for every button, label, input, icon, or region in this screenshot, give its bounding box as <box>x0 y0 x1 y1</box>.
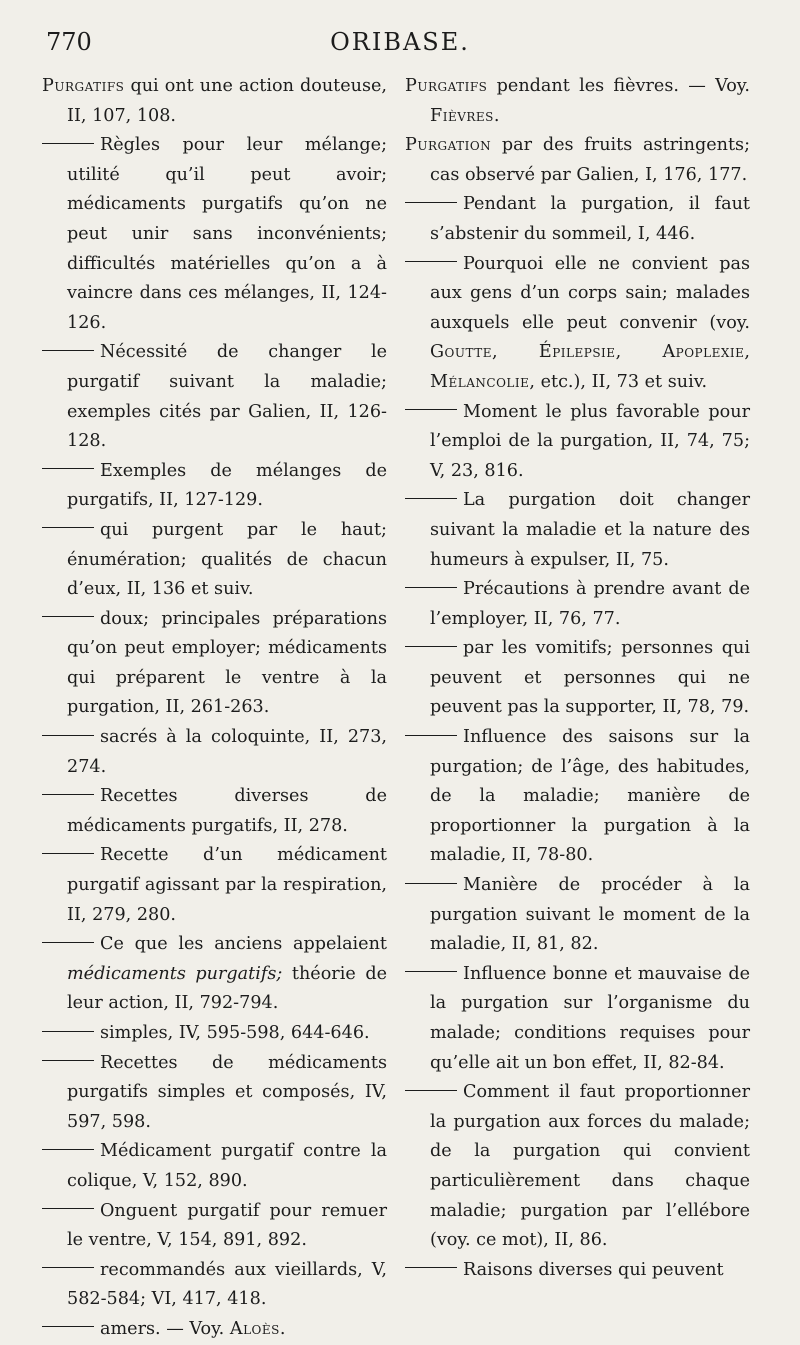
index-subentry <box>42 1315 387 1345</box>
em-dash-rule <box>42 616 94 617</box>
entry-text: sacrés à la coloquinte, II, 273, 274. <box>67 727 387 777</box>
index-subentry <box>42 457 387 516</box>
em-dash-rule <box>42 143 94 144</box>
em-dash-rule <box>42 942 94 943</box>
cross-reference: Fièvres <box>430 105 494 126</box>
index-subentry <box>405 190 750 249</box>
entry-text: Pourquoi elle ne convient pas aux gens d’un corps sain; malades auxquels elle peut convenir (voy. <box>430 253 750 333</box>
cross-reference: Aloès <box>229 1318 280 1339</box>
entry-text: par les vomitifs; personnes qui peuvent et personnes qui ne peuvent pas la supporter, II, 78, 79. <box>430 638 750 718</box>
cross-reference: Goutte <box>430 342 492 363</box>
entry-text: recommandés aux vieillards, V, 582-584; VI, 417, 418. <box>67 1259 387 1310</box>
index-subentry <box>42 782 387 841</box>
entry-text: . <box>279 1318 286 1339</box>
entry-text: Recette d’un médicament purgatif agissant par la respiration, II, 279, 280. <box>67 845 387 925</box>
index-subentry <box>405 1256 750 1286</box>
index-subentry <box>405 486 750 575</box>
entry-term: Purgation <box>405 135 492 156</box>
em-dash-rule <box>405 498 457 499</box>
index-subentry <box>42 1137 387 1196</box>
em-dash-rule <box>42 1031 94 1032</box>
entry-text: Influence bonne et mauvaise de la purgation sur l’organisme du malade; conditions requises pour qu’elle ait un bon effet, II, 82-84. <box>430 963 750 1073</box>
separator: , <box>744 342 750 363</box>
entry-text: simples, IV, 595-598, 644-646. <box>100 1023 370 1043</box>
italic-term: médicaments purgatifs; <box>67 963 283 984</box>
index-entry-heading <box>42 72 387 131</box>
em-dash-rule <box>42 1267 94 1268</box>
index-subentry <box>405 575 750 634</box>
entry-text: doux; principales préparations qu’on peut employer; médicaments qui préparent le ventre à la purgation, II, 261-263. <box>67 608 387 718</box>
index-subentry <box>42 1256 387 1315</box>
index-subentry <box>42 1197 387 1256</box>
entry-text: Exemples de mélanges de purgatifs, II, 127-129. <box>67 460 387 511</box>
separator: , <box>492 342 539 363</box>
index-subentry <box>42 930 387 1019</box>
em-dash-rule <box>42 468 94 469</box>
entry-text: qui ont une action douteuse, II, 107, 108. <box>67 76 387 126</box>
index-subentry <box>405 871 750 960</box>
cross-reference: Apoplexie <box>662 342 745 363</box>
em-dash-rule <box>42 1149 94 1150</box>
entry-text: Pendant la purgation, il faut s’abstenir du sommeil, I, 446. <box>430 194 750 244</box>
entry-text: Raisons diverses qui peuvent <box>463 1259 724 1280</box>
em-dash-rule <box>405 971 457 972</box>
entry-text: par des fruits astringents; cas observé par Galien, I, 176, 177. <box>430 135 750 185</box>
entry-text: Recettes de médicaments purgatifs simples et composés, IV, 597, 598. <box>67 1052 387 1132</box>
index-subentry <box>405 960 750 1078</box>
index-entry-heading <box>405 131 750 190</box>
page-number: 770 <box>46 28 92 56</box>
index-subentry <box>405 634 750 723</box>
index-subentry <box>405 1078 750 1256</box>
em-dash-rule <box>405 1267 457 1268</box>
entry-text: Manière de procéder à la purgation suivant le moment de la maladie, II, 81, 82. <box>430 875 750 955</box>
em-dash-rule <box>405 202 457 203</box>
entry-term: Purgatifs <box>405 76 488 96</box>
entry-text: théorie de leur action, II, 792-794. <box>67 963 387 1014</box>
cross-reference: Épilepsie <box>538 342 616 363</box>
em-dash-rule <box>42 527 94 528</box>
entry-text: qui purgent par le haut; énumération; qualités de chacun d’eux, II, 136 et suiv. <box>67 519 387 600</box>
em-dash-rule <box>405 646 457 647</box>
entry-text: Nécessité de changer le purgatif suivant la maladie; exemples cités par Galien, II, 126-128. <box>67 342 387 452</box>
em-dash-rule <box>42 1326 94 1327</box>
cross-reference: Mélancolie <box>430 371 530 392</box>
entry-text: Influence des saisons sur la purgation; de l’âge, des habitudes, de la maladie; manière de proportionner la purgation à la maladie, II, 78-80. <box>430 727 750 866</box>
index-subentry <box>42 841 387 930</box>
em-dash-rule <box>42 735 94 736</box>
entry-text: Ce que les anciens appelaient <box>100 934 387 955</box>
index-subentry <box>405 398 750 487</box>
index-subentry <box>405 723 750 871</box>
index-column-right <box>405 72 750 1285</box>
entry-text: Onguent purgatif pour remuer le ventre, V, 154, 891, 892. <box>67 1200 387 1251</box>
index-subentry <box>42 723 387 782</box>
em-dash-rule <box>405 883 457 884</box>
index-column-left <box>42 72 387 1345</box>
em-dash-rule <box>42 853 94 854</box>
index-subentry <box>405 250 750 398</box>
em-dash-rule <box>42 794 94 795</box>
entry-text: Médicament purgatif contre la colique, V, 152, 890. <box>67 1141 387 1191</box>
em-dash-rule <box>42 350 94 351</box>
em-dash-rule <box>42 1208 94 1209</box>
entry-text: . <box>493 105 500 126</box>
index-subentry <box>42 131 387 338</box>
entry-text: Recettes diverses de médicaments purgatifs, II, 278. <box>67 786 387 836</box>
em-dash-rule <box>405 735 457 736</box>
em-dash-rule <box>405 409 457 410</box>
em-dash-rule <box>405 587 457 588</box>
entry-text: Précautions à prendre avant de l’employer, II, 76, 77. <box>430 579 750 629</box>
entry-text: Comment il faut proportionner la purgation aux forces du malade; de la purgation qui convient particulièrement dans chaque maladie; purgation par l’ellébore (voy. ce mot), II, 86. <box>430 1082 750 1251</box>
entry-text: La purgation doit changer suivant la maladie et la nature des humeurs à expulser, II, 75. <box>430 490 750 570</box>
index-entry-heading <box>405 72 750 131</box>
index-subentry <box>42 338 387 456</box>
em-dash-rule <box>405 261 457 262</box>
index-subentry <box>42 1049 387 1138</box>
separator: , <box>615 342 663 363</box>
index-subentry <box>42 516 387 605</box>
em-dash-rule <box>405 1090 457 1091</box>
entry-text: Moment le plus favorable pour l’emploi de la purgation, II, 74, 75; V, 23, 816. <box>430 401 750 481</box>
index-subentry <box>42 1019 387 1049</box>
entry-text: , etc.), II, 73 et suiv. <box>529 371 708 392</box>
index-subentry <box>42 605 387 723</box>
running-head: ORIBASE. <box>330 28 470 56</box>
entry-text: Règles pour leur mélange; utilité qu’il peut avoir; médicaments purgatifs qu’on ne peut unir sans inconvénients; difficultés matérielles qu’on a à vaincre dans ces mélanges, II, 124-126. <box>67 135 387 333</box>
entry-text: amers. — Voy. <box>100 1318 230 1339</box>
entry-text: pendant les fièvres. — Voy. <box>487 76 750 96</box>
entry-term: Purgatifs <box>42 76 125 96</box>
em-dash-rule <box>42 1060 94 1061</box>
